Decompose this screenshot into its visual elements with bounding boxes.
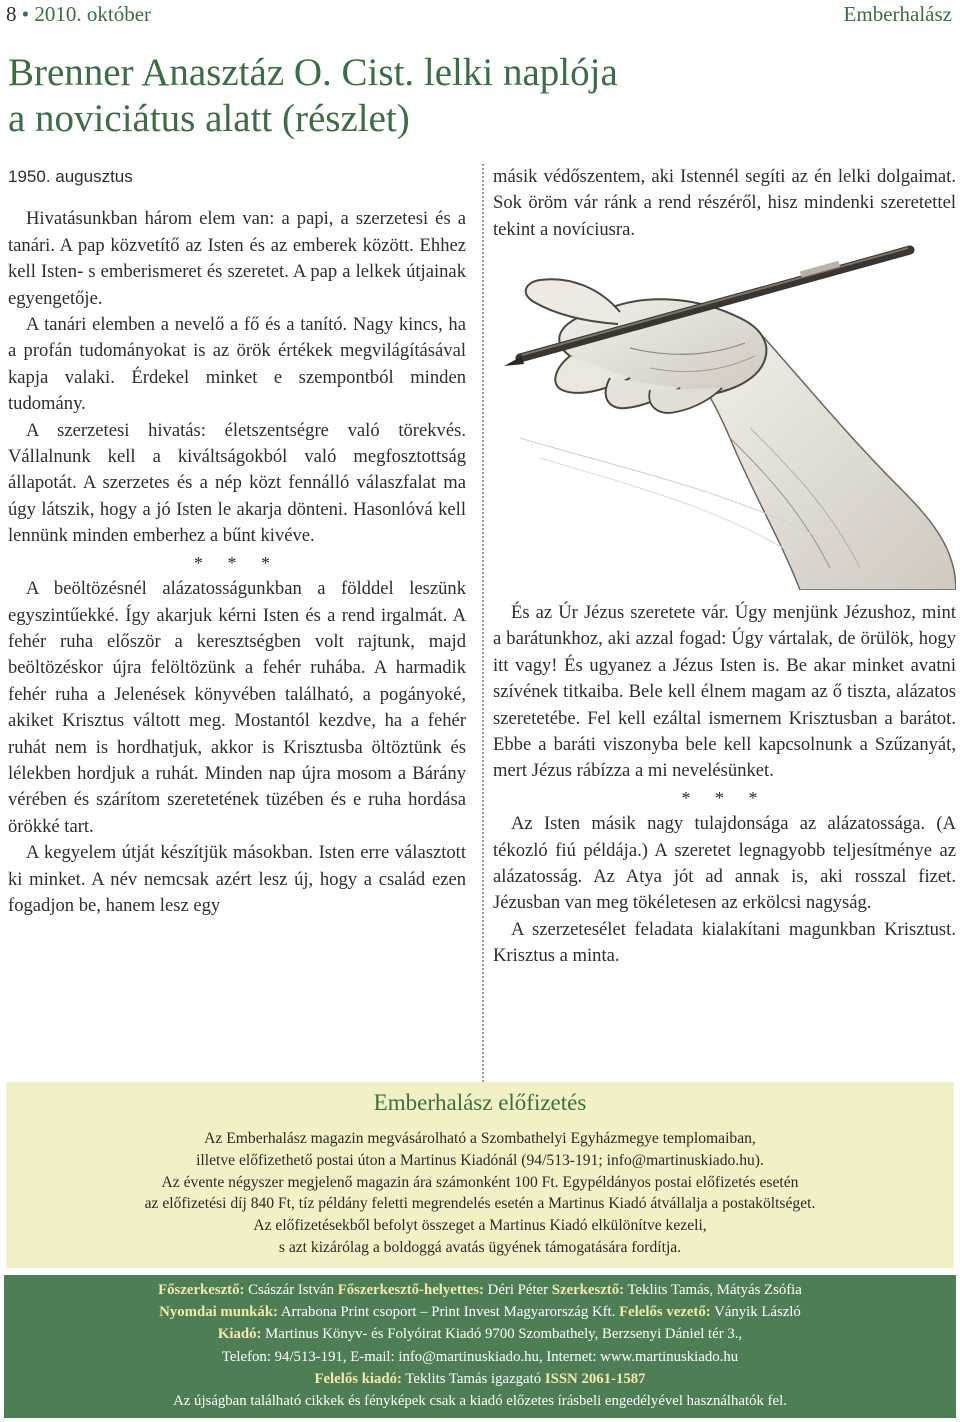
issue-info (6, 2, 151, 27)
imprint-text (4, 1279, 956, 1412)
imprint-value: Arrabona Print csoport – Print Invest Magyarország Kft. (277, 1304, 620, 1321)
page-header (6, 2, 952, 28)
imprint-label: Főszerkesztő-helyettes: (337, 1282, 484, 1298)
subscription-line: Az előfizetésekből befolyt összeget a Martinus Kiadó elkülönítve kezeli, (253, 1217, 707, 1235)
imprint-line (4, 1279, 956, 1301)
paragraph: A kegyelem útját készítjük másokban. Isten erre választott ki minket. A név nemcsak azért lesz új, hogy a család ezen fogadjon be, hanem lesz egy (8, 842, 466, 916)
right-column-bottom (493, 600, 956, 970)
subscription-line: illetve előfizethető postai úton a Martinus Kiadónál (94/513-191; info@martinuskiado.hu). (196, 1151, 764, 1169)
imprint-label: Felelős vezető: (619, 1304, 711, 1321)
imprint-label: Felelős kiadó: (314, 1370, 402, 1387)
imprint-label: Nyomdai munkák: (159, 1304, 278, 1321)
imprint-label: Kiadó: (217, 1326, 262, 1343)
imprint-value: Martinus Könyv- és Folyóirat Kiadó 9700 Szombathely, Berzsenyi Dániel tér 3., (261, 1326, 743, 1343)
imprint-label: Szerkesztő: (551, 1282, 625, 1298)
subscription-title: Emberhalász előfizetés (373, 1090, 587, 1115)
left-column (8, 164, 466, 919)
imprint-line: Az újságban található cikkek és fényképek csak a kiadó előzetes írásbeli engedélyével használhatók fel. (173, 1393, 787, 1410)
paragraph: A szerzetesi hivatás: életszentségre való törekvés. Vállalnunk kell a kiváltságokból való megfosztottság állapotát. A szerzetes és a nép közt fennálló válaszfalat ma úgy látszik, hogy a jó Isten le akarja dönteni. Hasonlóvá kell lennünk minden emberhez a bűnt kivéve. (8, 419, 466, 547)
paragraph: A szerzetesélet feladata kialakítani magunkban Krisztust. Krisztus a minta. (493, 918, 956, 967)
imprint-line (4, 1301, 956, 1323)
subscription-text (6, 1128, 954, 1259)
section-separator: * * * (681, 787, 768, 808)
title-line-2: a noviciátus alatt (részlet) (8, 97, 410, 140)
subscription-line: az előfizetési díj 840 Ft, tíz példány feletti megrendelés esetén a Martinus Kiadó átvállalja a postaköltséget. (144, 1195, 816, 1213)
imprint-line: Telefon: 94/513-191, E-mail: info@martinuskiado.hu, Internet: www.martinuskiado.hu (221, 1348, 739, 1365)
paragraph: másik védőszentem, aki Istennél segíti az én lelki dolgaimat. Sok öröm vár ránk a rend részéről, hisz mindenki szeretettel tekint a novíciusra. (493, 166, 956, 240)
imprint-footer (4, 1275, 956, 1418)
page-number: 8 (6, 2, 17, 26)
subscription-line: s azt kizárólag a boldoggá avatás ügyének támogatására fordítja. (278, 1238, 682, 1256)
diary-date: 1950. augusztus (8, 167, 133, 186)
imprint-value: Déri Péter (483, 1282, 552, 1298)
article-title (8, 50, 808, 142)
imprint-line (4, 1368, 956, 1390)
subscription-line: Az évente négyszer megjelenő magazin ára számonként 100 Ft. Egypéldányos postai előfizetés esetén (161, 1173, 799, 1191)
section-separator: * * * (194, 552, 280, 573)
issue-date: 2010. október (34, 2, 152, 26)
paragraph: És az Úr Jézus szeretete vár. Úgy menjünk Jézushoz, mint a barátunkhoz, aki azzal fogad: Úgy vártalak, de örülök, hogy itt vagy! És ugyanez a Jézus Isten is. Be akar minket avatni szívének titkaiba. Bele kell élnem magam az ő tiszta, alázatos szeretetébe. Fel kell ezáltal ismernem Krisztusban a barátot. Ebbe a baráti viszonyba bele kell kapcsolnunk a Szűzanyát, mert Jézus rábízza a mi nevelésünket. (493, 602, 956, 782)
imprint-label: Főszerkesztő: (158, 1282, 245, 1298)
subscription-line: Az Emberhalász magazin megvásárolható a Szombathelyi Egyházmegye templomaiban, (204, 1130, 756, 1147)
paragraph: Az Isten másik nagy tulajdonsága az alázatossága. (A tékozló fiú példája.) A szeretet legnagyobb teljesítménye az alázatosság. Az Atya jót ad annak is, aki rosszal fizet. Jézusban van meg tökéletesen az erkölcsi nagyság. (493, 813, 956, 914)
paragraph: Hivatásunkban három elem van: a papi, a szerzetesi és a tanári. A pap közvetítő az Isten és az emberek között. Ehhez kell Isten- s emberismeret és szeretet. A pap a lelkek útjainak egyengetője. (8, 208, 466, 309)
column-divider (482, 164, 484, 1082)
paragraph: A tanári elemben a nevelő a fő és a tanító. Nagy kincs, ha a profán tudományokat is az örök értékek megvilágításával kapja valaki. Érdekel minket e szempontból minden tudomány. (8, 314, 466, 415)
issn: ISSN 2061-1587 (544, 1370, 646, 1387)
title-line-1: Brenner Anasztáz O. Cist. lelki naplója (8, 51, 618, 94)
hand-writing-with-pen-icon (500, 238, 956, 590)
imprint-value: Teklits Tamás igazgató (401, 1370, 545, 1387)
magazine-name: Emberhalász (843, 2, 952, 26)
imprint-line (4, 1323, 956, 1345)
imprint-value: Ványik László (710, 1304, 801, 1321)
imprint-value: Teklits Tamás, Mátyás Zsófia (624, 1282, 802, 1298)
subscription-box (6, 1082, 954, 1268)
paragraph: A beöltözésnél alázatosságunkban a földdel leszünk egyszintűekké. Így akarjuk kérni Isten és a rend irgalmát. A fehér ruha először a keresztségben volt rajtunk, majd beöltözéskor újra felöltözünk a fehér ruhába. A harmadik fehér ruha a Jelenések könyvében található, a pogányoké, akiket Krisztus váltott meg. Mostantól kezdve, ha a fehér ruhát nem is hordhatjuk, akkor is Krisztusba öltöztünk és lélekben hordjuk a ruhát. Minden nap újra mosom a Bárány vérében és szárítom szeretetének tüzében és e ruha hordása örökké tart. (8, 578, 466, 837)
imprint-value: Császár István (244, 1282, 338, 1298)
right-column-top (493, 164, 956, 243)
bullet: • (21, 2, 30, 26)
